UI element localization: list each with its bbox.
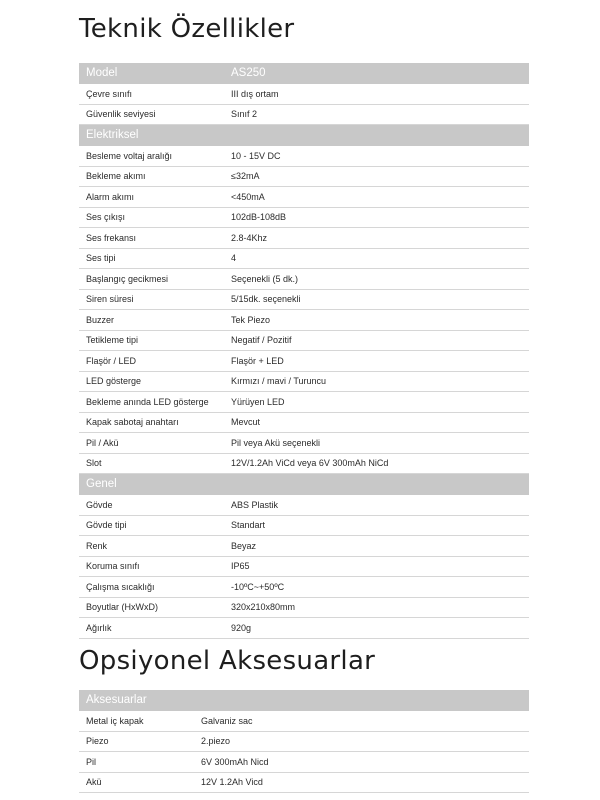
table-header-row [79,63,529,84]
spec-key: Besleme voltaj aralığı [79,146,224,167]
table-row [79,556,529,577]
table-row [79,207,529,228]
spec-key: Slot [79,453,224,474]
spec-value: Flaşör + LED [224,351,529,372]
spec-value: 920g [224,618,529,639]
spec-value: Beyaz [224,536,529,557]
table-row [79,536,529,557]
table-row [79,618,529,639]
spec-key: Alarm akımı [79,187,224,208]
table-row [79,515,529,536]
spec-key: Buzzer [79,310,224,331]
accessory-key: Pil [79,752,194,773]
accessory-value: 12V 1.2Ah Vicd [194,772,529,793]
spec-value: 10 - 15V DC [224,146,529,167]
table-row [79,269,529,290]
spec-value: Mevcut [224,412,529,433]
spec-value: 4 [224,248,529,269]
table-row [79,412,529,433]
table-row [79,84,529,105]
table-row [79,289,529,310]
spec-key: Güvenlik seviyesi [79,104,224,125]
accessory-key: Metal iç kapak [79,711,194,732]
spec-value: ABS Plastik [224,495,529,516]
spec-key: Gövde tipi [79,515,224,536]
spec-value: Standart [224,515,529,536]
spec-key: Pil / Akü [79,433,224,454]
spec-value: Yürüyen LED [224,392,529,413]
group-label: Genel [79,474,529,495]
spec-key: Ses çıkışı [79,207,224,228]
accessories-table [79,690,529,793]
spec-value: <450mA [224,187,529,208]
accessory-key: Piezo [79,731,194,752]
table-row [79,453,529,474]
spec-value: Seçenekli (5 dk.) [224,269,529,290]
spec-value: 12V/1.2Ah ViCd veya 6V 300mAh NiCd [224,453,529,474]
group-label: Elektriksel [79,125,529,146]
spec-value: Sınıf 2 [224,104,529,125]
accessory-value: 6V 300mAh Nicd [194,752,529,773]
table-row [79,731,529,752]
table-row [79,351,529,372]
table-row [79,392,529,413]
table-row [79,330,529,351]
spec-key: Kapak sabotaj anahtarı [79,412,224,433]
spec-value: Kırmızı / mavi / Turuncu [224,371,529,392]
spec-value: -10ºC~+50ºC [224,577,529,598]
spec-key: Ağırlık [79,618,224,639]
table-row [79,597,529,618]
spec-value: IP65 [224,556,529,577]
table-row [79,752,529,773]
spec-value: 102dB-108dB [224,207,529,228]
spec-key: Başlangıç gecikmesi [79,269,224,290]
table-header-row [79,690,529,711]
spec-value: III dış ortam [224,84,529,105]
table-row [79,187,529,208]
table-row [79,104,529,125]
spec-key: Gövde [79,495,224,516]
spec-key: Boyutlar (HxWxD) [79,597,224,618]
spec-key: Ses frekansı [79,228,224,249]
spec-key: Ses tipi [79,248,224,269]
spec-key: Tetikleme tipi [79,330,224,351]
specs-title: Teknik Özellikler [79,14,295,44]
header-label: Aksesuarlar [79,690,529,711]
spec-key: Bekleme akımı [79,166,224,187]
spec-key: Çevre sınıfı [79,84,224,105]
spec-value: Pil veya Akü seçenekli [224,433,529,454]
table-row [79,577,529,598]
table-row [79,146,529,167]
spec-value: Tek Piezo [224,310,529,331]
table-row [79,310,529,331]
header-value: AS250 [224,63,529,84]
table-row [79,711,529,732]
spec-key: Bekleme anında LED gösterge [79,392,224,413]
accessory-key: Akü [79,772,194,793]
group-header-electrical [79,125,529,146]
spec-value: 320x210x80mm [224,597,529,618]
accessory-value: Galvaniz sac [194,711,529,732]
specs-table [79,63,529,639]
spec-key: Siren süresi [79,289,224,310]
spec-key: Flaşör / LED [79,351,224,372]
table-row [79,248,529,269]
spec-value: 2.8-4Khz [224,228,529,249]
spec-key: Çalışma sıcaklığı [79,577,224,598]
table-row [79,371,529,392]
table-row [79,495,529,516]
table-row [79,228,529,249]
spec-value: ≤32mA [224,166,529,187]
spec-key: Koruma sınıfı [79,556,224,577]
table-row [79,433,529,454]
spec-key: Renk [79,536,224,557]
spec-value: 5/15dk. seçenekli [224,289,529,310]
accessory-value: 2.piezo [194,731,529,752]
table-row [79,166,529,187]
header-key: Model [79,63,224,84]
accessories-title: Opsiyonel Aksesuarlar [79,646,376,676]
table-row [79,772,529,793]
group-header-general [79,474,529,495]
spec-key: LED gösterge [79,371,224,392]
spec-value: Negatif / Pozitif [224,330,529,351]
